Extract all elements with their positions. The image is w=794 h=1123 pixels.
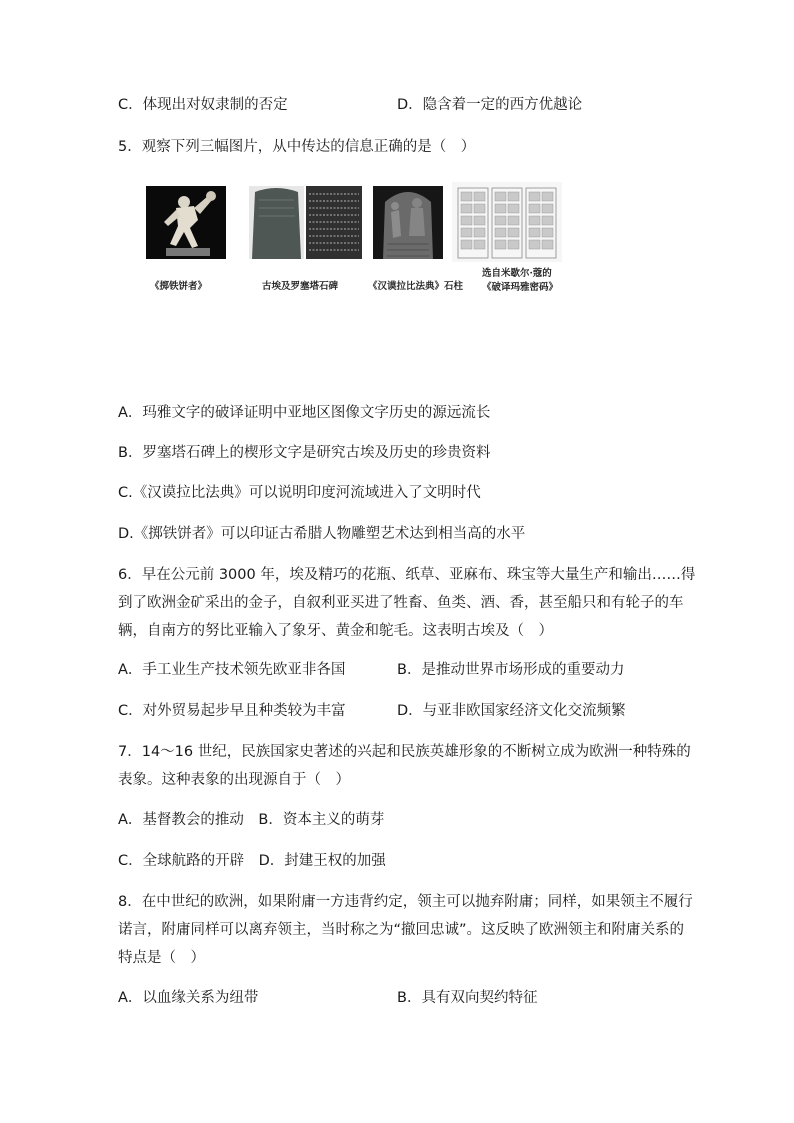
q8-stem-line3: 特点是（ ） [118, 950, 205, 966]
q7-stem-line2: 表象。这种表象的出现源自于（ ） [118, 772, 350, 788]
q6-stem-line3: 辆，自南方的努比亚输入了象牙、黄金和鸵毛。这表明古埃及（ ） [118, 623, 553, 639]
q4-option-d: D．隐含着一定的西方优越论 [397, 97, 583, 113]
q8-stem-line2: 诺言，附庸同样可以离弃领主，当时称之为“撤回忠诚”。这反映了欧洲领主和附庸关系的 [118, 922, 685, 938]
q5-stem: 5．观察下列三幅图片，从中传达的信息正确的是（ ） [118, 139, 476, 155]
q5-option-a: A．玛雅文字的破译证明中亚地区图像文字历史的源远流长 [118, 405, 491, 421]
q7-options-cd: C．全球航路的开辟 D．封建王权的加强 [118, 853, 386, 869]
maya-glyphs-image [452, 182, 562, 262]
q5-option-c: C.《汉谟拉比法典》可以说明印度河流域进入了文明时代 [118, 485, 481, 501]
caption-maya-line2: 《破译玛雅密码》 [482, 282, 559, 293]
q6-stem-line2: 到了欧洲金矿采出的金子，自叙利亚买进了牲畜、鱼类、酒、香，甚至船只和有轮子的车 [118, 595, 684, 611]
caption-discus-thrower: 《掷铁饼者》 [150, 281, 208, 292]
q5-option-d: D.《掷铁饼者》可以印证古希腊人物雕塑艺术达到相当高的水平 [118, 526, 526, 542]
code-of-hammurabi-stele-image [373, 186, 443, 259]
q8-option-b: B．具有双向契约特征 [397, 990, 538, 1006]
q6-option-c: C．对外贸易起步早且种类较为丰富 [118, 703, 346, 719]
q8-stem-line1: 8．在中世纪的欧洲，如果附庸一方违背约定，领主可以抛弃附庸；同样，如果领主不履行 [118, 894, 693, 910]
q8-option-a: A．以血缘关系为纽带 [118, 990, 259, 1006]
q7-stem-line1: 7．14～16 世纪，民族国家史著述的兴起和民族英雄形象的不断树立成为欧洲一种特殊的 [118, 744, 691, 760]
discus-thrower-statue-image [146, 186, 226, 259]
q6-option-d: D．与亚非欧国家经济文化交流频繁 [397, 703, 626, 719]
q4-option-c: C．体现出对奴隶制的否定 [118, 97, 288, 113]
caption-rosetta-stone: 古埃及罗塞塔石碑 [262, 281, 339, 292]
rosetta-stone-text-detail-image [306, 186, 362, 259]
q5-option-b: B．罗塞塔石碑上的楔形文字是研究古埃及历史的珍贵资料 [118, 445, 491, 461]
rosetta-stone-image [249, 186, 304, 259]
caption-maya-line1: 选自米歇尔·蔻的 [482, 268, 552, 279]
q6-stem-line1: 6．早在公元前 3000 年，埃及精巧的花瓶、纸草、亚麻布、珠宝等大量生产和输出……得 [118, 567, 696, 583]
q6-option-b: B．是推动世界市场形成的重要动力 [397, 662, 625, 678]
q7-options-ab: A．基督教会的推动 B．资本主义的萌芽 [118, 812, 385, 828]
caption-hammurabi-stele: 《汉谟拉比法典》石柱 [368, 281, 464, 292]
q6-option-a: A．手工业生产技术领先欧亚非各国 [118, 662, 346, 678]
